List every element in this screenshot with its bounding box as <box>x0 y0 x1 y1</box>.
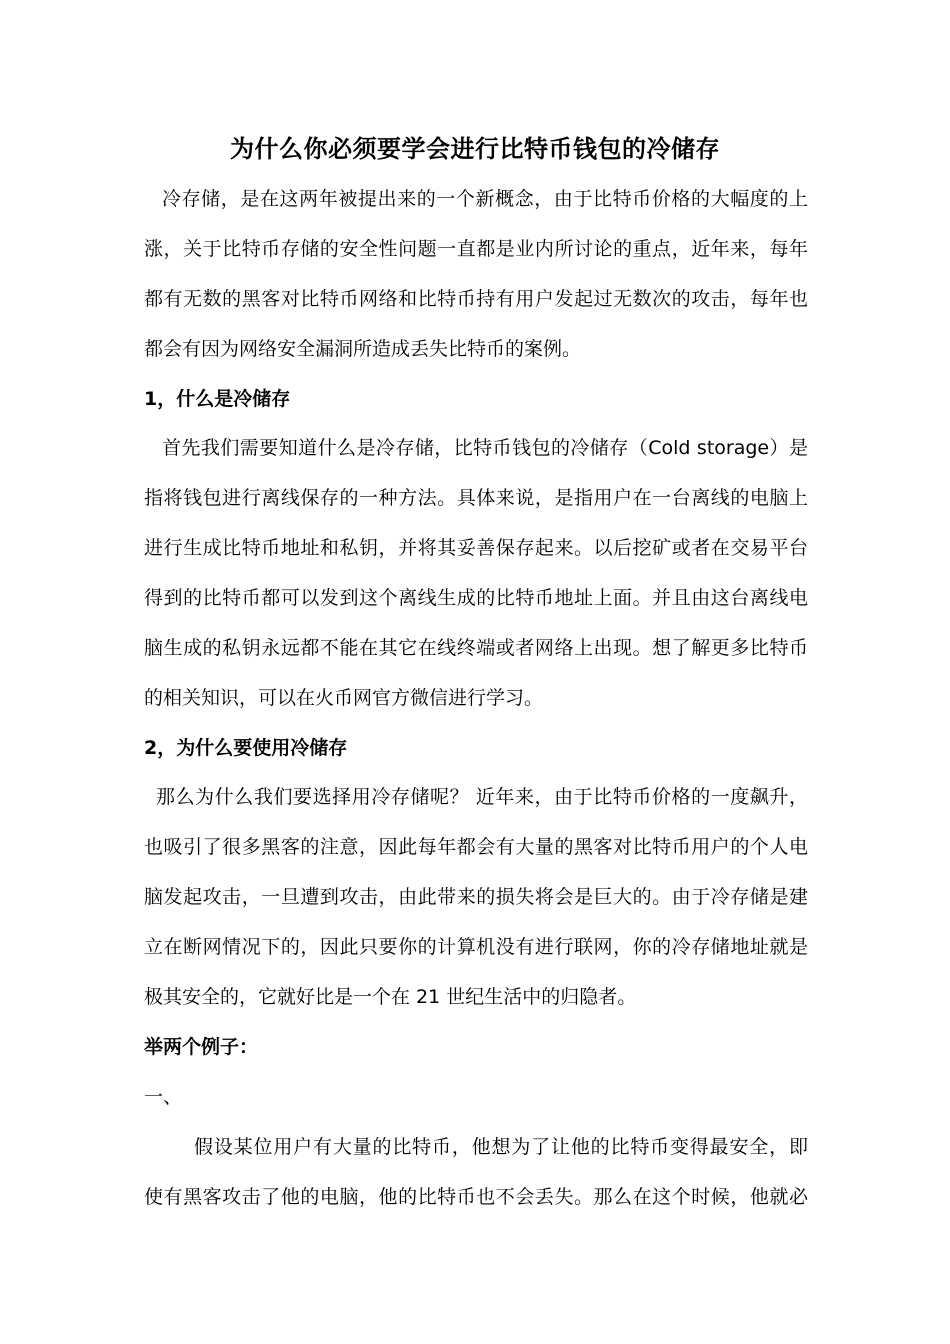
example1-label: 一、 <box>144 1086 183 1108</box>
section1-line-3: 进行生成比特币地址和私钥，并将其妥善保存起来。以后挖矿或者在交易平台 <box>144 537 808 559</box>
example1-line-2: 使有黑客攻击了他的电脑，他的比特币也不会丢失。那么在这个时候，他就必 <box>144 1186 808 1208</box>
section1-heading: 1，什么是冷储存 <box>144 388 291 410</box>
section2-line-5: 极其安全的，它就好比是一个在 21 世纪生活中的归隐者。 <box>144 986 637 1008</box>
section1-line-1: 首先我们需要知道什么是冷存储，比特币钱包的冷储存（Cold storage）是 <box>162 437 808 459</box>
section2-heading: 2，为什么要使用冷储存 <box>144 737 348 759</box>
example1-line-1: 假设某位用户有大量的比特币，他想为了让他的比特币变得最安全，即 <box>194 1136 808 1158</box>
intro-line-2: 涨，关于比特币存储的安全性问题一直都是业内所讨论的重点，近年来，每年 <box>144 238 808 260</box>
section2-line-4: 立在断网情况下的，因此只要你的计算机没有进行联网，你的冷存储地址就是 <box>144 936 808 958</box>
section2-line-3: 脑发起攻击，一旦遭到攻击，由此带来的损失将会是巨大的。由于冷存储是建 <box>144 886 808 908</box>
section1-line-6: 的相关知识，可以在火币网官方微信进行学习。 <box>144 687 544 709</box>
section1-line-5: 脑生成的私钥永远都不能在其它在线终端或者网络上出现。想了解更多比特币 <box>144 637 808 659</box>
section2-line-2: 也吸引了很多黑客的注意，因此每年都会有大量的黑客对比特币用户的个人电 <box>144 836 808 858</box>
intro-line-4: 都会有因为网络安全漏洞所造成丢失比特币的案例。 <box>144 338 582 360</box>
examples-heading: 举两个例子： <box>144 1036 259 1058</box>
section1-line-2: 指将钱包进行离线保存的一种方法。具体来说，是指用户在一台离线的电脑上 <box>144 487 808 509</box>
intro-line-1: 冷存储，是在这两年被提出来的一个新概念，由于比特币价格的大幅度的上 <box>162 188 808 210</box>
document-title: 为什么你必须要学会进行比特币钱包的冷储存 <box>230 135 720 163</box>
intro-line-3: 都有无数的黑客对比特币网络和比特币持有用户发起过无数次的攻击，每年也 <box>144 288 808 310</box>
section1-line-4: 得到的比特币都可以发到这个离线生成的比特币地址上面。并且由这台离线电 <box>144 587 808 609</box>
section2-line-1: 那么为什么我们要选择用冷存储呢？ 近年来，由于比特币价格的一度飙升， <box>156 786 808 808</box>
